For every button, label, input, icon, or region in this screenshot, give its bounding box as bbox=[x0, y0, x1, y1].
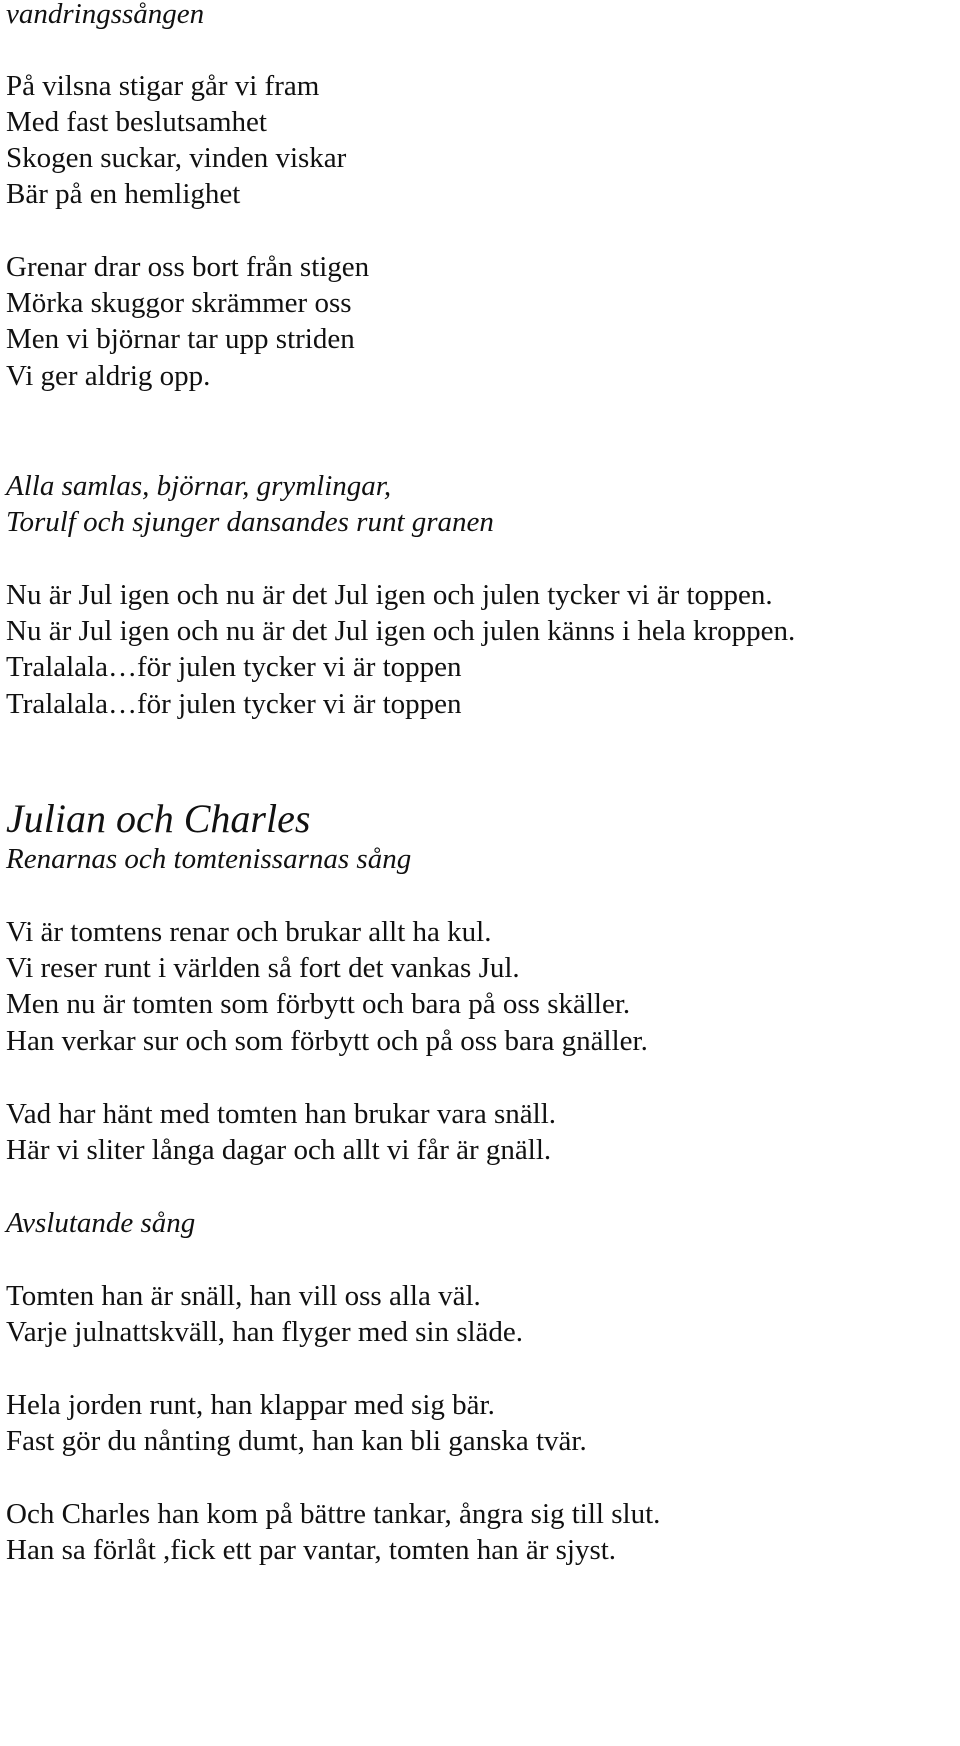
lyric-line: Bär på en hemlighet bbox=[6, 178, 241, 210]
lyric-line: Vi reser runt i världen så fort det vankas Jul. bbox=[6, 952, 520, 984]
section-heading: Julian och Charles bbox=[6, 796, 311, 841]
lyric-line: Fast gör du nånting dumt, han kan bli ganska tvär. bbox=[6, 1425, 587, 1457]
lyric-line: Men nu är tomten som förbytt och bara på oss skäller. bbox=[6, 988, 631, 1020]
lyric-line: Och Charles han kom på bättre tankar, ångra sig till slut. bbox=[6, 1498, 661, 1530]
lyric-line: Vad har hänt med tomten han brukar vara snäll. bbox=[6, 1098, 557, 1130]
lyric-line: Grenar drar oss bort från stigen bbox=[6, 251, 370, 283]
lyric-line: Nu är Jul igen och nu är det Jul igen och julen tycker vi är toppen. bbox=[6, 579, 773, 611]
lyric-line: På vilsna stigar går vi fram bbox=[6, 70, 320, 102]
lyric-line: Han verkar sur och som förbytt och på oss bara gnäller. bbox=[6, 1025, 648, 1057]
lyric-line: Skogen suckar, vinden viskar bbox=[6, 142, 347, 174]
lyric-line: Vi är tomtens renar och brukar allt ha kul. bbox=[6, 916, 492, 948]
lyric-line: Med fast beslutsamhet bbox=[6, 106, 267, 138]
stage-direction: Alla samlas, björnar, grymlingar, bbox=[6, 470, 392, 502]
lyric-line: Vi ger aldrig opp. bbox=[6, 360, 211, 392]
stage-direction: Torulf och sjunger dansandes runt granen bbox=[6, 506, 494, 538]
lyric-line: Här vi sliter långa dagar och allt vi får är gnäll. bbox=[6, 1134, 552, 1166]
lyric-line: Tomten han är snäll, han vill oss alla väl. bbox=[6, 1280, 481, 1312]
lyric-line: Hela jorden runt, han klappar med sig bär. bbox=[6, 1389, 495, 1421]
lyric-line: Mörka skuggor skrämmer oss bbox=[6, 287, 352, 319]
song-title: Avslutande sång bbox=[6, 1207, 196, 1239]
lyric-line: Nu är Jul igen och nu är det Jul igen och julen känns i hela kroppen. bbox=[6, 615, 796, 647]
lyric-line: Men vi björnar tar upp striden bbox=[6, 323, 355, 355]
song-title: vandringssången bbox=[6, 0, 205, 30]
lyric-line: Tralalala…för julen tycker vi är toppen bbox=[6, 688, 462, 720]
lyric-line: Han sa förlåt ,fick ett par vantar, tomten han är sjyst. bbox=[6, 1534, 617, 1566]
song-title: Renarnas och tomtenissarnas sång bbox=[6, 843, 412, 875]
lyric-line: Tralalala…för julen tycker vi är toppen bbox=[6, 651, 462, 683]
lyric-line: Varje julnattskväll, han flyger med sin släde. bbox=[6, 1316, 524, 1348]
